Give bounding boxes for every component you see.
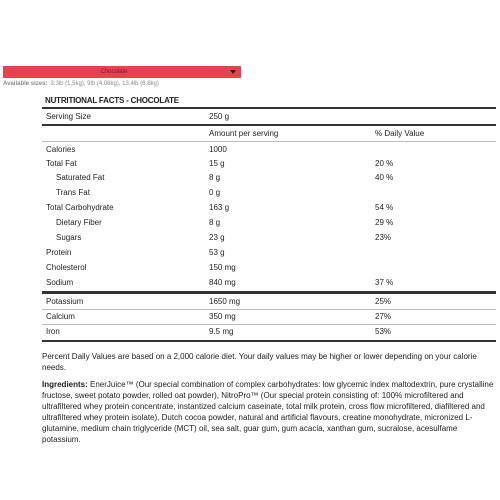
nutrition-title: NUTRITIONAL FACTS - CHOCOLATE [45, 96, 179, 105]
header-amount: Amount per serving [209, 129, 279, 138]
row-dv: 20 % [375, 159, 394, 168]
table-row [42, 230, 496, 245]
row-amount: 8 g [209, 218, 221, 227]
row-name: Saturated Fat [56, 173, 105, 182]
table-row [42, 142, 496, 157]
flavor-select-value: Chocolate [100, 69, 128, 75]
row-name: Sodium [46, 278, 74, 287]
table-header [42, 126, 496, 141]
row-dv: 54 % [375, 203, 394, 212]
row-name: Calories [46, 145, 76, 154]
row-amount: 350 mg [209, 312, 236, 321]
table-row [42, 215, 496, 230]
row-name: Total Carbohydrate [46, 203, 114, 212]
serving-size-value: 250 g [209, 112, 230, 121]
table-row [42, 245, 496, 260]
row-amount: 150 mg [209, 263, 236, 272]
row-dv: 25% [375, 297, 392, 306]
serving-size-label: Serving Size [46, 112, 91, 121]
caret-down-icon[interactable] [230, 70, 236, 74]
row-amount: 1000 [209, 145, 227, 154]
available-sizes-value: 3.3lb (1.5kg), 9lb (4.08kg), 13.4lb (6.8kg) [50, 81, 159, 87]
row-name: Total Fat [46, 159, 77, 168]
table-row [42, 156, 496, 171]
row-dv: 23% [375, 233, 392, 242]
header-daily-value: % Daily Value [375, 129, 425, 138]
table-row [42, 200, 496, 215]
table-row [42, 170, 496, 185]
row-name: Cholesterol [46, 263, 87, 272]
flavor-select[interactable] [3, 66, 241, 78]
row-name: Dietary Fiber [56, 218, 102, 227]
row-amount: 23 g [209, 233, 225, 242]
row-amount: 0 g [209, 188, 221, 197]
ingredients-label: Ingredients: [42, 380, 88, 389]
table-row [42, 294, 496, 309]
row-name: Sugars [56, 233, 82, 242]
table-row [42, 185, 496, 200]
daily-value-footnote: Percent Daily Values are based on a 2,000 calorie diet. Your daily values may be higher or lower depending on your calorie needs. [42, 352, 477, 372]
row-dv: 29 % [375, 218, 394, 227]
row-dv: 27% [375, 312, 392, 321]
row-dv: 53% [375, 327, 392, 336]
row-amount: 8 g [209, 173, 221, 182]
row-amount: 15 g [209, 159, 225, 168]
available-sizes-label: Available sizes: [3, 81, 48, 87]
row-dv: 37 % [375, 278, 394, 287]
table-bottom-rule [42, 340, 496, 342]
row-name: Calcium [46, 312, 75, 321]
row-amount: 9.5 mg [209, 327, 234, 336]
available-sizes [3, 81, 159, 87]
serving-size-row [42, 109, 496, 124]
row-name: Protein [46, 248, 72, 257]
row-name: Potassium [46, 297, 84, 306]
row-name: Trans Fat [56, 188, 90, 197]
table-row [42, 324, 496, 339]
table-row [42, 275, 496, 290]
row-dv: 40 % [375, 173, 394, 182]
row-name: Iron [46, 327, 60, 336]
row-amount: 53 g [209, 248, 225, 257]
ingredients-block [42, 379, 496, 445]
table-row [42, 260, 496, 275]
table-row [42, 309, 496, 324]
row-amount: 163 g [209, 203, 230, 212]
row-amount: 1650 mg [209, 297, 241, 306]
ingredients-text: EnerJuice™ (Our special combination of complex carbohydrates: low glycemic index maltodextrin, pure crystalline fructose, sweet potato powder, rolled oat powder), NitroPro™ (Our special protein consisting of: 100% microfiltered and ultrafiltered whey protein concentrate, instantized calcium caseinate, total milk protein, cross flow microfiltered, diafiltered and ultrafiltered whey protein isolate), Dutch cocoa powder, natural and artificial flavours, creatine monohydrate, micronized L-glutamine, medium chain triglyceride (MCT) oil, sea salt, guar gum, gum acacia, xanthan gum, sucralose, acesulfame potassium. [42, 380, 494, 444]
row-amount: 840 mg [209, 278, 236, 287]
